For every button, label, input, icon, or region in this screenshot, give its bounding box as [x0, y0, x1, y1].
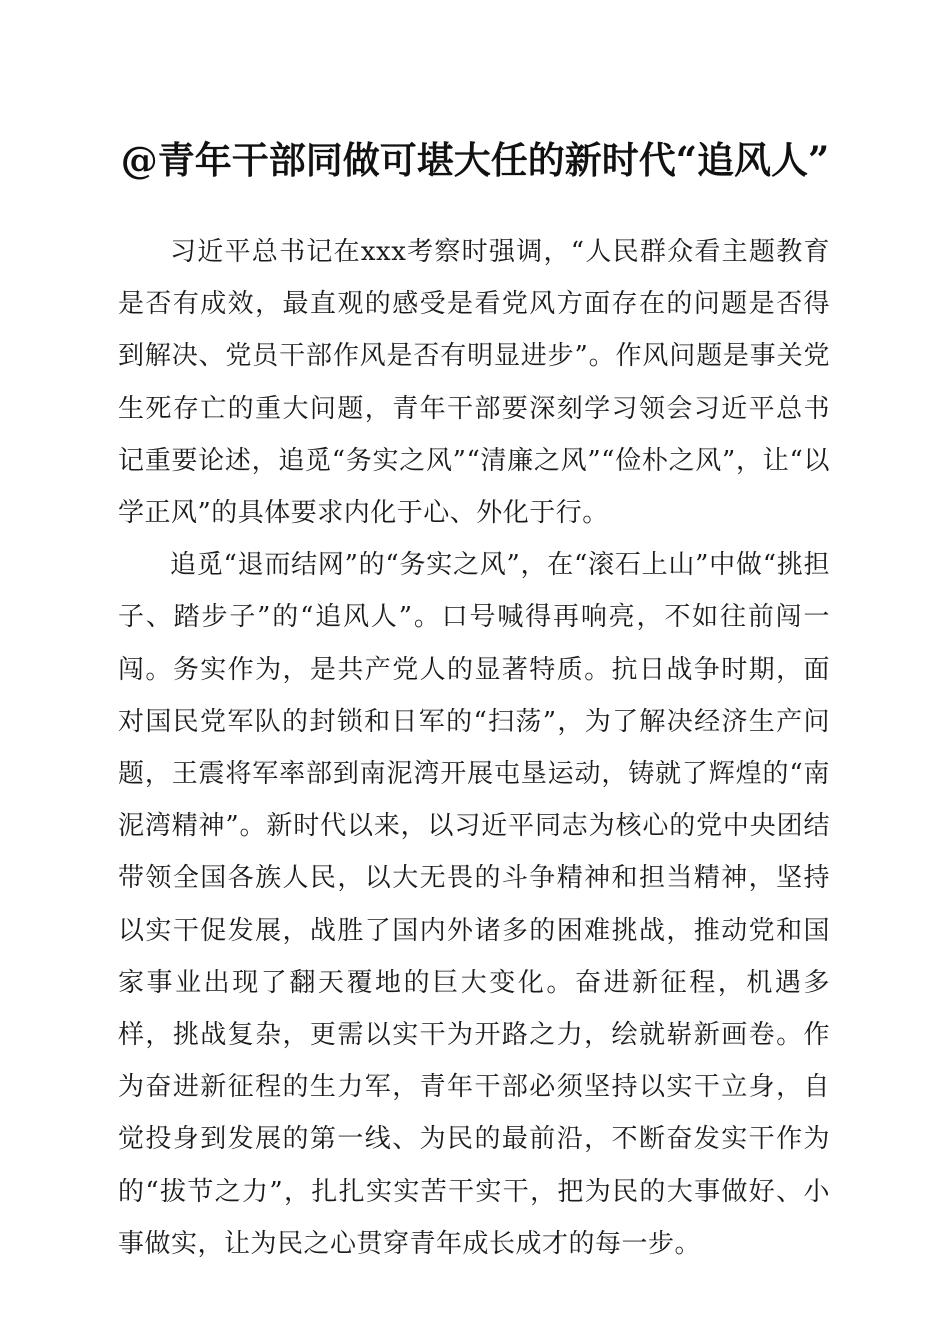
document-title: @青年干部同做可堪大任的新时代“追风人” [120, 138, 830, 182]
paragraph: 习近平总书记在xxx考察时强调，“人民群众看主题教育是否有成效，最直观的感受是看党风方面存在的问题是否得到解决、党员干部作风是否有明显进步”。作风问题是事关党生死存亡的重大问题，青年干部要深刻学习领会习近平总书记重要论述，追觅“务实之风”“清廉之风”“俭朴之风”，让“以学正风”的具体要求内化于心、外化于行。 [118, 237, 830, 529]
paragraph: 追觅“退而结网”的“务实之风”，在“滚石上山”中做“挑担子、踏步子”的“追风人”。口号喊得再响亮，不如往前闯一闯。务实作为，是共产党人的显著特质。抗日战争时期，面对国民党军队的封锁和日军的“扫荡”，为了解决经济生产问题，王震将军率部到南泥湾开展屯垦运动，铸就了辉煌的“南泥湾精神”。新时代以来，以习近平同志为核心的党中央团结带领全国各族人民，以大无畏的斗争精神和担当精神，坚持以实干促发展，战胜了国内外诸多的困难挑战，推动党和国家事业出现了翻天覆地的巨大变化。奋进新征程，机遇多样，挑战复杂，更需以实干为开路之力，绘就崭新画卷。作为奋进新征程的生力军，青年干部必须坚持以实干立身，自觉投身到发展的第一线、为民的最前沿，不断奋发实干作为的“拔节之力”，扎扎实实苦干实干，把为民的大事做好、小事做实，让为民之心贯穿青年成长成才的每一步。 [118, 550, 830, 1259]
document-body [118, 226, 830, 1270]
